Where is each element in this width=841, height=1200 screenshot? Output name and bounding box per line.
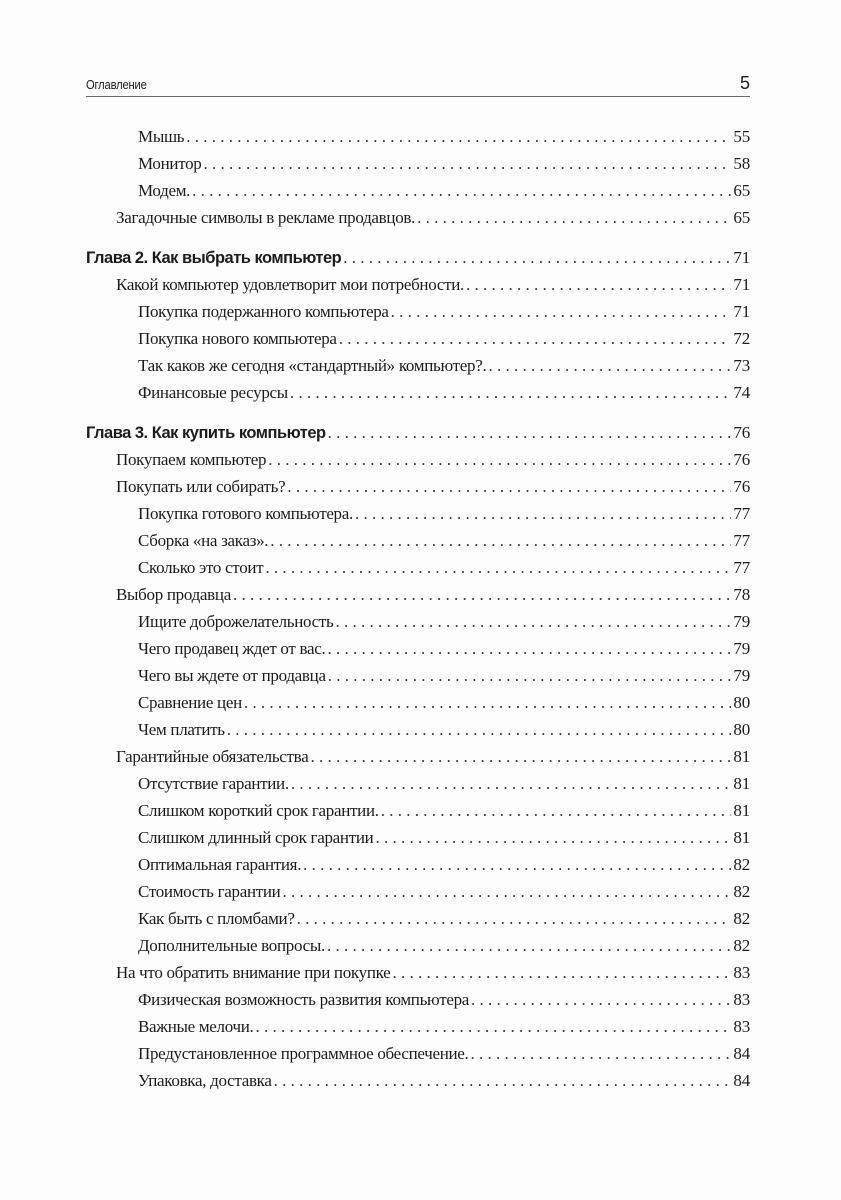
toc-entry-page: 58: [733, 154, 750, 173]
toc-entry-page: 65: [733, 181, 750, 200]
toc-entry[interactable]: [86, 1040, 750, 1067]
page-number: 5: [739, 73, 750, 93]
toc-entry-title: Как быть с пломбами?: [138, 909, 295, 928]
leader-dots: [310, 743, 731, 770]
leader-dots: [270, 527, 731, 554]
toc-entry-page: 55: [733, 127, 750, 146]
leader-dots: [339, 325, 732, 352]
toc-entry-title: Загадочные символы в рекламе продавцов.: [116, 208, 416, 227]
leader-dots: [488, 352, 731, 379]
toc-chapter-heading[interactable]: [86, 419, 750, 446]
toc-entry-title: Важные мелочи.: [138, 1017, 254, 1036]
toc-entry[interactable]: [86, 271, 750, 298]
toc-entry[interactable]: [86, 851, 750, 878]
leader-dots: [227, 716, 732, 743]
toc-entry-title: Чем платить: [138, 720, 225, 739]
toc-entry-title: Монитор: [138, 154, 202, 173]
toc-entry[interactable]: [86, 325, 750, 352]
leader-dots: [287, 473, 731, 500]
toc-entry[interactable]: [86, 123, 750, 150]
running-header: [86, 74, 750, 97]
toc-entry-title: Стоимость гарантии: [138, 882, 281, 901]
leader-dots: [328, 662, 732, 689]
toc-entry-title: Упаковка, доставка: [138, 1071, 272, 1090]
toc-entry-title: Мышь: [138, 127, 185, 146]
toc-entry[interactable]: [86, 932, 750, 959]
toc-entry-title: Так каков же сегодня «стандартный» компьютер?.: [138, 356, 487, 375]
toc-entry[interactable]: [86, 527, 750, 554]
toc-entry[interactable]: [86, 716, 750, 743]
toc-entry[interactable]: [86, 770, 750, 797]
leader-dots: [355, 500, 731, 527]
toc-entry-title: Слишком длинный срок гарантии: [138, 828, 374, 847]
toc-entry-title: Глава 3. Как купить компьютер: [86, 424, 326, 442]
toc-entry-page: 80: [733, 720, 750, 739]
toc-entry-title: Глава 2. Как выбрать компьютер: [86, 249, 342, 267]
toc-entry-title: Дополнительные вопросы.: [138, 936, 325, 955]
toc-entry[interactable]: [86, 878, 750, 905]
toc-entry-page: 81: [733, 801, 750, 820]
toc-entry-title: Оптимальная гарантия.: [138, 855, 302, 874]
toc-entry[interactable]: [86, 959, 750, 986]
toc-entry[interactable]: [86, 608, 750, 635]
toc-entry[interactable]: [86, 379, 750, 406]
leader-dots: [327, 635, 731, 662]
toc-entry-page: 78: [733, 585, 750, 604]
toc-entry[interactable]: [86, 554, 750, 581]
toc-entry-title: Отсутствие гарантии.: [138, 774, 289, 793]
toc-entry-page: 74: [733, 383, 750, 402]
toc-entry-page: 84: [733, 1071, 750, 1090]
toc-entry-title: Покупка нового компьютера: [138, 329, 337, 348]
leader-dots: [186, 123, 731, 150]
toc-entry[interactable]: [86, 824, 750, 851]
leader-dots: [282, 878, 731, 905]
toc-entry-page: 79: [733, 639, 750, 658]
toc-entry-title: Чего продавец ждет от вас.: [138, 639, 326, 658]
toc-entry-page: 83: [733, 990, 750, 1009]
toc-entry-page: 80: [733, 693, 750, 712]
toc-entry-title: Физическая возможность развития компьютера: [138, 990, 470, 1009]
leader-dots: [192, 177, 731, 204]
leader-dots: [470, 1040, 731, 1067]
toc-entry-page: 84: [733, 1044, 750, 1063]
toc-entry-page: 65: [733, 208, 750, 227]
toc-entry-page: 71: [733, 275, 750, 294]
running-header-title: Оглавление: [86, 77, 147, 92]
leader-dots: [291, 770, 732, 797]
toc-entry-page: 76: [733, 450, 750, 469]
leader-dots: [297, 905, 732, 932]
toc-entry[interactable]: [86, 689, 750, 716]
toc-entry-page: 73: [733, 356, 750, 375]
toc-entry-title: Сборка «на заказ».: [138, 531, 269, 550]
toc-entry-page: 83: [733, 1017, 750, 1036]
toc-entry-page: 77: [733, 531, 750, 550]
toc-entry-page: 82: [733, 882, 750, 901]
leader-dots: [290, 379, 731, 406]
leader-dots: [327, 932, 731, 959]
toc-entry-title: На что обратить внимание при покупке: [116, 963, 391, 982]
toc-entry[interactable]: [86, 500, 750, 527]
toc-entry-title: Предустановленное программное обеспечение.: [138, 1044, 469, 1063]
leader-dots: [256, 1013, 732, 1040]
toc-entry[interactable]: [86, 473, 750, 500]
toc-entry-title: Покупать или собирать?: [116, 477, 286, 496]
leader-dots: [335, 608, 731, 635]
toc-entry-page: 81: [733, 828, 750, 847]
leader-dots: [303, 851, 731, 878]
leader-dots: [471, 986, 731, 1013]
toc-entry-page: 82: [733, 855, 750, 874]
toc-entry[interactable]: [86, 662, 750, 689]
toc-entry[interactable]: [86, 797, 750, 824]
toc-entry[interactable]: [86, 581, 750, 608]
toc-entry[interactable]: [86, 150, 750, 177]
leader-dots: [391, 298, 732, 325]
toc-entry-title: Финансовые ресурсы: [138, 383, 288, 402]
toc-entry-title: Покупаем компьютер: [116, 450, 267, 469]
toc-entry[interactable]: [86, 1013, 750, 1040]
toc-entry-page: 77: [733, 558, 750, 577]
toc-entry-page: 71: [733, 248, 750, 267]
toc-entry[interactable]: [86, 635, 750, 662]
leader-dots: [233, 581, 731, 608]
table-of-contents: [86, 123, 750, 1094]
toc-entry-title: Какой компьютер удовлетворит мои потребности.: [116, 275, 464, 294]
toc-entry-page: 72: [733, 329, 750, 348]
toc-entry-page: 82: [733, 936, 750, 955]
toc-entry-page: 81: [733, 747, 750, 766]
toc-entry-title: Выбор продавца: [116, 585, 231, 604]
leader-dots: [392, 959, 731, 986]
leader-dots: [466, 271, 731, 298]
toc-entry-title: Сколько это стоит: [138, 558, 264, 577]
toc-entry[interactable]: [86, 352, 750, 379]
toc-entry[interactable]: [86, 298, 750, 325]
toc-entry-title: Ищите доброжелательность: [138, 612, 334, 631]
toc-entry[interactable]: [86, 177, 750, 204]
leader-dots: [204, 150, 732, 177]
toc-entry-page: 83: [733, 963, 750, 982]
toc-entry-page: 76: [733, 423, 750, 442]
toc-entry-title: Покупка готового компьютера.: [138, 504, 353, 523]
leader-dots: [417, 204, 731, 231]
toc-entry-page: 81: [733, 774, 750, 793]
toc-chapter-heading[interactable]: [86, 244, 750, 271]
toc-entry[interactable]: [86, 905, 750, 932]
toc-entry-title: Покупка подержанного компьютера: [138, 302, 389, 321]
toc-entry-page: 77: [733, 504, 750, 523]
leader-dots: [381, 797, 732, 824]
toc-entry[interactable]: [86, 446, 750, 473]
toc-entry-page: 79: [733, 666, 750, 685]
toc-entry-page: 79: [733, 612, 750, 631]
leader-dots: [268, 446, 731, 473]
leader-dots: [343, 244, 731, 271]
toc-entry-title: Чего вы ждете от продавца: [138, 666, 326, 685]
toc-entry[interactable]: [86, 986, 750, 1013]
toc-entry-title: Слишком короткий срок гарантии.: [138, 801, 379, 820]
leader-dots: [274, 1067, 732, 1094]
leader-dots: [375, 824, 731, 851]
toc-entry-title: Гарантийные обязательства: [116, 747, 309, 766]
toc-entry-page: 76: [733, 477, 750, 496]
toc-entry-title: Сравнение цен: [138, 693, 242, 712]
toc-entry[interactable]: [86, 743, 750, 770]
toc-entry-title: Модем.: [138, 181, 191, 200]
toc-entry-page: 71: [733, 302, 750, 321]
leader-dots: [328, 419, 732, 446]
toc-entry[interactable]: [86, 204, 750, 231]
leader-dots: [244, 689, 732, 716]
toc-entry-page: 82: [733, 909, 750, 928]
leader-dots: [265, 554, 731, 581]
toc-entry[interactable]: [86, 1067, 750, 1094]
